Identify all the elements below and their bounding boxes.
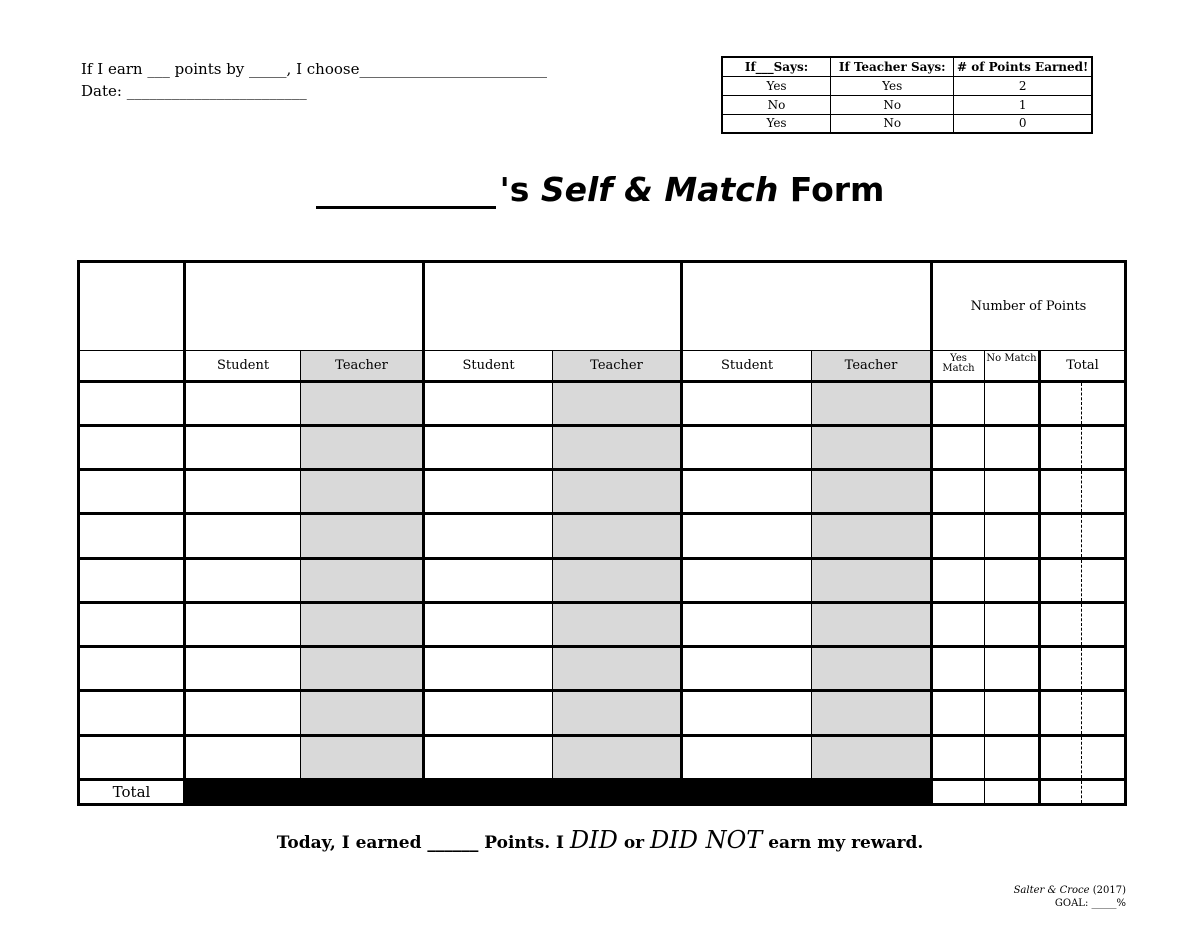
yes-match-cell[interactable] [932,425,985,469]
teacher-cell[interactable] [812,470,932,514]
teacher-cell[interactable] [812,381,932,425]
student-cell[interactable] [424,470,553,514]
teacher-cell[interactable] [812,558,932,602]
student-cell[interactable] [185,425,301,469]
teacher-cell[interactable] [812,425,932,469]
student-cell[interactable] [424,558,553,602]
earned-text-a: Today, I earned ______ Points. I [276,833,564,853]
student-cell[interactable] [682,470,812,514]
student-cell[interactable] [682,647,812,691]
teacher-cell[interactable] [301,381,424,425]
title-possessive: 's [499,170,530,209]
no-match-cell[interactable] [985,514,1040,558]
teacher-cell[interactable] [812,647,932,691]
student-cell[interactable] [424,735,553,779]
student-cell[interactable] [424,425,553,469]
behavior-header-1[interactable] [185,262,424,351]
teacher-cell[interactable] [301,558,424,602]
student-cell[interactable] [185,470,301,514]
student-cell[interactable] [424,691,553,735]
sub-header-blank [79,351,185,381]
teacher-cell[interactable] [553,381,682,425]
yes-match-cell[interactable] [932,735,985,779]
student-cell[interactable] [185,558,301,602]
table-row [79,381,1126,425]
credit-year: (2017) [1092,885,1126,896]
student-cell[interactable] [424,602,553,646]
student-cell[interactable] [682,425,812,469]
teacher-header: Teacher [301,351,424,381]
legend-header-teacher: If Teacher Says: [831,57,954,76]
total-no-cell[interactable] [985,779,1040,804]
yes-match-cell[interactable] [932,381,985,425]
total-cell[interactable] [1040,558,1126,602]
total-cell[interactable] [1040,381,1126,425]
no-match-cell[interactable] [985,381,1040,425]
total-row-label: Total [79,779,185,804]
yes-match-cell[interactable] [932,470,985,514]
table-row [79,514,1126,558]
self-match-grid [77,260,1127,806]
no-match-cell[interactable] [985,691,1040,735]
legend-row [722,76,1092,95]
goal-line: GOAL: _____% [1054,898,1126,909]
goal-line: If I earn ___ points by _____, I choose_________________________ [81,60,547,78]
teacher-cell[interactable] [553,470,682,514]
points-header: Number of Points [932,262,1126,351]
student-cell[interactable] [185,735,301,779]
teacher-cell[interactable] [301,425,424,469]
yes-match-cell[interactable] [932,602,985,646]
legend-cell: Yes [722,114,831,133]
legend-row [722,95,1092,114]
did-option[interactable]: DID [569,826,618,854]
legend-header-student: If___Says: [722,57,831,76]
teacher-cell[interactable] [553,602,682,646]
total-cell[interactable] [1040,735,1126,779]
no-match-cell[interactable] [985,558,1040,602]
behavior-header-2[interactable] [424,262,682,351]
time-cell[interactable] [79,514,185,558]
data-rows [79,381,1126,779]
total-yes-cell[interactable] [932,779,985,804]
teacher-header: Teacher [812,351,932,381]
no-match-cell[interactable] [985,602,1040,646]
total-cell[interactable] [1040,425,1126,469]
legend-cell: Yes [722,76,831,95]
table-row [79,425,1126,469]
legend-cell: 1 [954,95,1092,114]
or-text: or [623,833,645,853]
table-row [79,602,1126,646]
table-row [79,735,1126,779]
behavior-header-3[interactable] [682,262,932,351]
name-blank[interactable] [316,171,496,209]
total-cell[interactable] [1040,602,1126,646]
legend-cell: 2 [954,76,1092,95]
student-cell[interactable] [682,514,812,558]
teacher-cell[interactable] [812,691,932,735]
no-match-header: No Match [985,351,1040,381]
time-cell[interactable] [79,647,185,691]
time-cell[interactable] [79,602,185,646]
yes-match-cell[interactable] [932,691,985,735]
legend-cell: No [722,95,831,114]
total-cell[interactable] [1040,514,1126,558]
points-legend-table [721,56,1093,134]
yes-match-cell[interactable] [932,558,985,602]
no-match-cell[interactable] [985,647,1040,691]
student-cell[interactable] [185,602,301,646]
student-cell[interactable] [424,514,553,558]
teacher-cell[interactable] [553,691,682,735]
time-cell[interactable] [79,558,185,602]
yes-match-cell[interactable] [932,647,985,691]
did-not-option[interactable]: DID NOT [650,826,763,854]
student-cell[interactable] [424,647,553,691]
legend-header-points: # of Points Earned! [954,57,1092,76]
teacher-cell[interactable] [301,602,424,646]
total-header: Total [1040,351,1126,381]
corner-cell [79,262,185,351]
teacher-header: Teacher [553,351,682,381]
teacher-cell[interactable] [812,514,932,558]
total-cell[interactable] [1040,647,1126,691]
credit-block [1014,884,1126,910]
yes-match-cell[interactable] [932,514,985,558]
teacher-cell[interactable] [812,735,932,779]
grand-total-cell[interactable] [1040,779,1126,804]
time-cell[interactable] [79,470,185,514]
teacher-cell[interactable] [553,735,682,779]
legend-cell: No [831,95,954,114]
student-header: Student [682,351,812,381]
student-cell[interactable] [682,735,812,779]
student-cell[interactable] [185,691,301,735]
teacher-cell[interactable] [301,647,424,691]
teacher-cell[interactable] [553,514,682,558]
time-cell[interactable] [79,735,185,779]
no-match-cell[interactable] [985,425,1040,469]
goal-statement [81,58,547,102]
table-row [79,470,1126,514]
legend-row [722,114,1092,133]
student-cell[interactable] [185,381,301,425]
title-italic: Self & Match [540,170,779,209]
total-cell[interactable] [1040,691,1126,735]
teacher-cell[interactable] [553,647,682,691]
time-cell[interactable] [79,381,185,425]
teacher-cell[interactable] [553,425,682,469]
teacher-cell[interactable] [301,514,424,558]
student-header: Student [424,351,553,381]
legend-cell: Yes [831,76,954,95]
teacher-cell[interactable] [301,735,424,779]
earned-statement [0,826,1200,854]
earned-text-b: earn my reward. [768,833,924,853]
legend-cell: No [831,114,954,133]
yes-match-header: Yes Match [932,351,985,381]
student-cell[interactable] [185,514,301,558]
legend-cell: 0 [954,114,1092,133]
table-row [79,647,1126,691]
student-cell[interactable] [424,381,553,425]
no-match-cell[interactable] [985,735,1040,779]
table-row [79,558,1126,602]
student-cell[interactable] [185,647,301,691]
teacher-cell[interactable] [812,602,932,646]
teacher-cell[interactable] [553,558,682,602]
date-line: Date: ________________________ [81,82,307,100]
student-cell[interactable] [682,381,812,425]
teacher-cell[interactable] [301,470,424,514]
total-row-blackout [185,779,932,804]
credit-authors: Salter & Croce [1013,885,1090,896]
table-row [79,691,1126,735]
student-header: Student [185,351,301,381]
page-title [0,170,1200,209]
time-cell[interactable] [79,425,185,469]
title-form: Form [789,170,885,209]
no-match-cell[interactable] [985,470,1040,514]
student-cell[interactable] [682,691,812,735]
total-cell[interactable] [1040,470,1126,514]
time-cell[interactable] [79,691,185,735]
student-cell[interactable] [682,558,812,602]
teacher-cell[interactable] [301,691,424,735]
student-cell[interactable] [682,602,812,646]
